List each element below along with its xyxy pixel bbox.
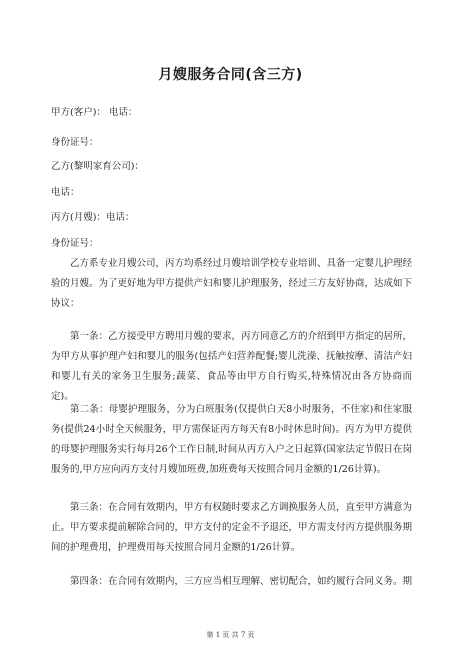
clause-2-paragraph: 第二条：母婴护理服务，分为白班服务(仅提供白天8小时服务，不住家)和住家服务(提供24小时全天候服务，甲方需保证丙方每天有8小时休息时间)。丙方为甲方提供的母婴护理服务实行每月26个工作日制,时间从丙方入户之日起算(国家法定节假日在岗服务的,甲方应向丙方支付月嫂加班费,加班费每天按照合同月金额的1/26计算)。	[51, 404, 412, 475]
id-number-line-2: 身份证号：	[51, 238, 99, 249]
party-a-line: 甲方(客户)： 电话：	[51, 107, 138, 118]
clause-3-paragraph: 第三条：在合同有效期内，甲方有权随时要求乙方调换服务人员，直至甲方满意为止。甲方要求提前解除合同的，甲方支付的定金不予退还，甲方需支付丙方提供服务期间的护理费用，护理费用每天按照合同月金额的1/26计算。	[51, 502, 413, 553]
party-b-line: 乙方(黎明家育公司)：	[51, 161, 144, 172]
intro-paragraph: 乙方系专业月嫂公司，丙方均系经过月嫂培训学校专业培训、具备一定婴儿护理经验的月嫂。为了更好地为甲方提供产妇和婴儿护理服务，经过三方友好协商，达成如下协议：	[51, 258, 413, 309]
clause-4-paragraph: 第四条：在合同有效期内，三方应当相互理解、密切配合，如约履行合同义务。期	[70, 576, 413, 587]
phone-b-line: 电话：	[51, 187, 80, 198]
clause-1-paragraph: 第一条：乙方接受甲方聘用月嫂的要求，丙方同意乙方的介绍到甲方指定的居所，为甲方从事护理产妇和婴儿的服务(包括产妇营养配餐;婴儿洗澡、抚触按摩、清洁产妇和婴儿有关的家务卫生服务;蔬菜、食品等由甲方自行购买,特殊情况由各方协商而定)。	[51, 331, 413, 402]
party-c-line: 丙方(月嫂)：电话：	[51, 212, 135, 223]
id-number-line-1: 身份证号：	[51, 137, 99, 148]
page-footer: 第 1 页 共 7 页	[206, 631, 255, 639]
document-title: 月嫂服务合同(含三方)	[158, 67, 303, 83]
